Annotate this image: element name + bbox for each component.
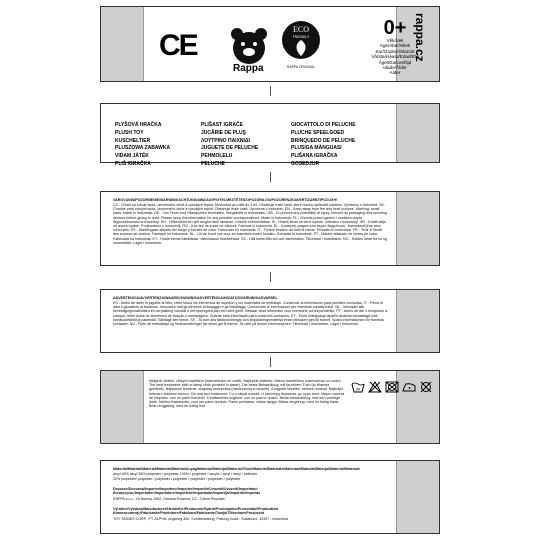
eco-friendly-badge-icon [281,18,321,72]
product-name: PEHMOLELU [201,153,233,160]
age-line: Vârsta/Ηλικία/Edad/Età [371,54,419,60]
svg-text:30: 30 [355,386,361,392]
warning-header: ADVERTENCIA/AVVERTENZA/WAARSCHUWING/ADVERTÊNCIA/HOIATUS/VARNING/ADVARSEL [113,296,278,300]
eco-badge-bottom: RAPPA ORIGINAL [286,65,316,69]
label-care [100,370,440,444]
importer-line: RAPPA s.r.o., Za Humny 1062, Ostrava-Polanka, CZ - Czech Republic [113,497,225,501]
label-right-margin [396,461,439,533]
product-name: PLUSH TOY [115,129,144,136]
eco-badge-top: ECO [293,25,309,34]
age-line: Âge/Eta/Leeftijd [378,59,412,65]
age-line: Idade/Ålder [383,65,407,71]
names-column-1 [115,122,170,169]
cut-mark [270,357,271,367]
material-line: akryl 65% akryl 35% polyester / polyester 100% / polyester / acrylic / acryl / akryl / poliester [113,472,258,476]
cut-mark [270,272,271,282]
product-name: JUGUETE DE PELUCHE [201,145,259,152]
product-name: GIOCATTOLO DI PELUCHE [291,122,356,128]
site-vertical: rappa.cz [413,13,427,62]
product-name: PLUSZOWA ZABAWKA [115,145,171,152]
eco-badge-middle: FRIENDLY [292,35,310,39]
names-column-3 [291,122,356,169]
names-column-2 [201,122,258,169]
warning-body: CZ - Chraň od zdroje tepla, otevřeného ohně a vysokých teplot. Nevhodné pro děti do 3 let. Obsahuje malé části, které mohou způsobit udušení. Vyrobeno v Indonésii. SK - Chráňte pred zdrojmi tepla, otvoreného ohňa a vysokých teplôt. Obsahuje malé časti. Vyrobené v Indonézii. EN - Keep away from fire and heat sources. Warning: small parts. Made in Indonesia. DE - Von Feuer und Hitzequellen fernhalten. Hergestellt in Indonesien. GB - To prevent any possibility of injury, remove all packaging and securing devices before giving to child. Please keep this information for any possible correspondence. Made in Indonesia. PL - Chronić przed ogniem i źródłami ciepła. Wyprodukowano w Indonezji. HU - Hőforrástól és nyílt lángtól távol tartandó. Készült Indonéziában. SI - Hraniti stran od virov toplote. Izdelano v Indoneziji. HR - Držati dalje od izvora topline. Proizvedeno u Indoneziji. RO - A se feri de surse de căldură. Fabricat în Indonezia. EL - Κρατήστε μακριά από πηγές θερμότητας. Κατασκευάζεται στην Ινδονησία. ES - Manténgase alejado del fuego y fuentes de calor. Fabricado en Indonesia. IT - Tenere lontano da fonti di calore. Prodotto in Indonesia. FR - Tenir à l'écart des sources de chaleur. Fabriqué en Indonésie. NL - Uit de buurt van vuur en warmtebronnen houden. Gemaakt in Indonesië. PT - Manter afastado de fontes de calor. Fabricado na Indonésia. ET - Hoida eemal tuleallikast. Valmistatud Indoneesias. SV - Håll borta från eld och värmekällor. Tillverkad i Indonesien. NO - Holdes borte fra ild og varmekilder. Laget i Indonesia. [113,203,387,245]
product-name: PLIŠAST IGRAČE [201,122,243,128]
care-icons [351,381,433,393]
age-line: Kor/Godine/Starost [375,48,415,54]
label-right-margin [396,104,439,162]
no-tumble-dry-icon [385,381,399,393]
warning-header: VAROVÁNÍ/UPOZORNENIE/WARNING/ACHTUNG/AWAGA!/FIGYELMEZTETÉS/OPOZORILO/UPOZORENJE/AVERTIZARE/ΠΡΟΣΟΧΗ! [113,198,338,202]
cut-mark [270,172,271,182]
age-line: Alder [389,70,401,76]
product-name: PLIŠANA IGRAČKA [291,153,338,160]
product-name: PLUSIGA MÄNGUASI [291,145,342,152]
wash-30-icon [351,381,365,393]
product-name: PLYŠOVÁ HRAČKA [115,122,162,128]
label-brand [100,6,440,82]
product-name: JUCĂRIE DE PLUŞ [201,129,247,136]
label-right-margin [396,290,439,352]
brand-name: Rappa [233,63,264,74]
iron-low-icon [402,381,416,393]
product-name: VIDAM JÁTÉK [115,153,149,160]
label-material [100,460,440,534]
importer-header: Dovozce/Dovozca/Importer/Importeur/Importer/Importőr/Uvoznik/Uvoznik/Importator/Εισαγωγέας/Importador/Importatore/Importeur/Importador/Importija/Importör/Importør [113,487,261,496]
product-name: BRINQUEDO DE PELUCHE [291,137,356,144]
product-name: PLIŠ IGRAČKA [115,160,151,167]
material-header: Materiál/Materiál/Material/Material/Material/Anyag/Material/Materijal/Material/Υλικό/Material/Materiale/Materiaal/Material/Materjal/Material/Materiale [113,467,361,471]
product-name: PLUCHE SPEELGOED [291,129,345,136]
warning-body: ES - Antes de darle el juguete al niño, retire todos los elementos de sujeción y los materiales de embalaje. Conservar la información para posibles consultas. IT - Prima di dare il giocattolo al bambino, rimuovere tutti gli elementi di fissaggio e gli imballaggi. Conservare le informazioni per eventuali contatti futuri. NL - Verwijder alle bevestigingsmaterialen en verpakking voordat u het speelgoed aan een kind geeft. Bewaar deze informatie voor eventuele correspondentie. PT - Antes de dar o brinquedo à criança, retire todos os elementos de fixação e embalagens. Guarde esta informação para possíveis contactos. ET - Enne mänguasja lapsele andmist eemaldage kõik kinnitusdetailid ja pakendid. Säilitage see teave. SV - Ta bort alla fästanordningar och förpackningsmaterial innan leksaken ges till barnet. Spara informationen för framtida kontakter. NO - Fjern all emballasje og festeanordninger før leken gis til barnet. Ta vare på denne informasjonen. Tillverkad i Indonesien. Laget i Indonesia. [113,301,388,327]
no-dry-clean-icon [419,381,433,393]
material-line: 20% polyester/ polyester / polyester / polyester / polyester / polyester / polyester [113,477,241,481]
producer-header: Výrobce/Výrobca/Manufacturer/Hersteller/Producent/Gyártó/Proizvajalec/Proizvođač/Producător/Κατασκευαστής/Fabricante/Produttore/Fabrikant/Fabricante/Tootja/Tillverkare/Produsent [113,507,279,516]
age-value: 0+ [383,17,407,39]
product-name: ΛΟΥΤΡΙΝΟ ΠΑΙΧΝΙΔΙ [201,137,250,144]
label-left-margin [101,7,144,81]
ce-mark: CE [159,29,197,62]
label-left-margin [101,371,144,443]
label-product-names [100,103,440,167]
product-name: GOSEDJUR [291,160,320,167]
product-name: KUSCHELTIER [115,137,151,144]
label-right-margin [396,192,439,265]
producer-line: TOY SKINDS CORP., PT. ALPHA, Angkring 300, Sumberwaring, Pakong Kuda - Sukabumi, 43357 - Indonesia [113,517,288,521]
age-line: Age/Alter/Wiek [379,43,411,49]
age-line: Věk/Vek [386,38,404,43]
cut-mark [270,86,271,96]
product-name: PELUCHE [201,160,225,167]
label-warning-2 [100,289,440,353]
label-warning-1 [100,191,440,266]
care-text: Nejlepší čištění: vlhkým hadříkem (namočeným ve vodě). Najlepšie čistenie: vlhkou handričkou (namočenou vo vode). The best treatment: with a damp cloth (soaked in water). Die beste Behandlung: mit feuchtem Tuch (in Wasser getränkt). Najlepsze leczenie: wilgotną ściereczką (namoczoną w wodzie). A legjobb kezelés: nedves ruhával. Najboljši tretman: vlažnom krpom. Cel mai bun tratament: Cu o cârpă umedă. Η καλύτερη θεραπεία: με υγρό πανί. Mejor manera de limpiarlo: con un paño húmedo. Il trattamento migliore: con un panno umido. Beste behandeling: met een vochtige doek. Melhor tratamento: com um pano húmido. Parim puhastus: niiske lapiga. Bästa rengöring: med en fuktig trasa. Best rengjøring: med en fuktig klut. [149,379,344,409]
no-bleach-icon [368,381,382,393]
